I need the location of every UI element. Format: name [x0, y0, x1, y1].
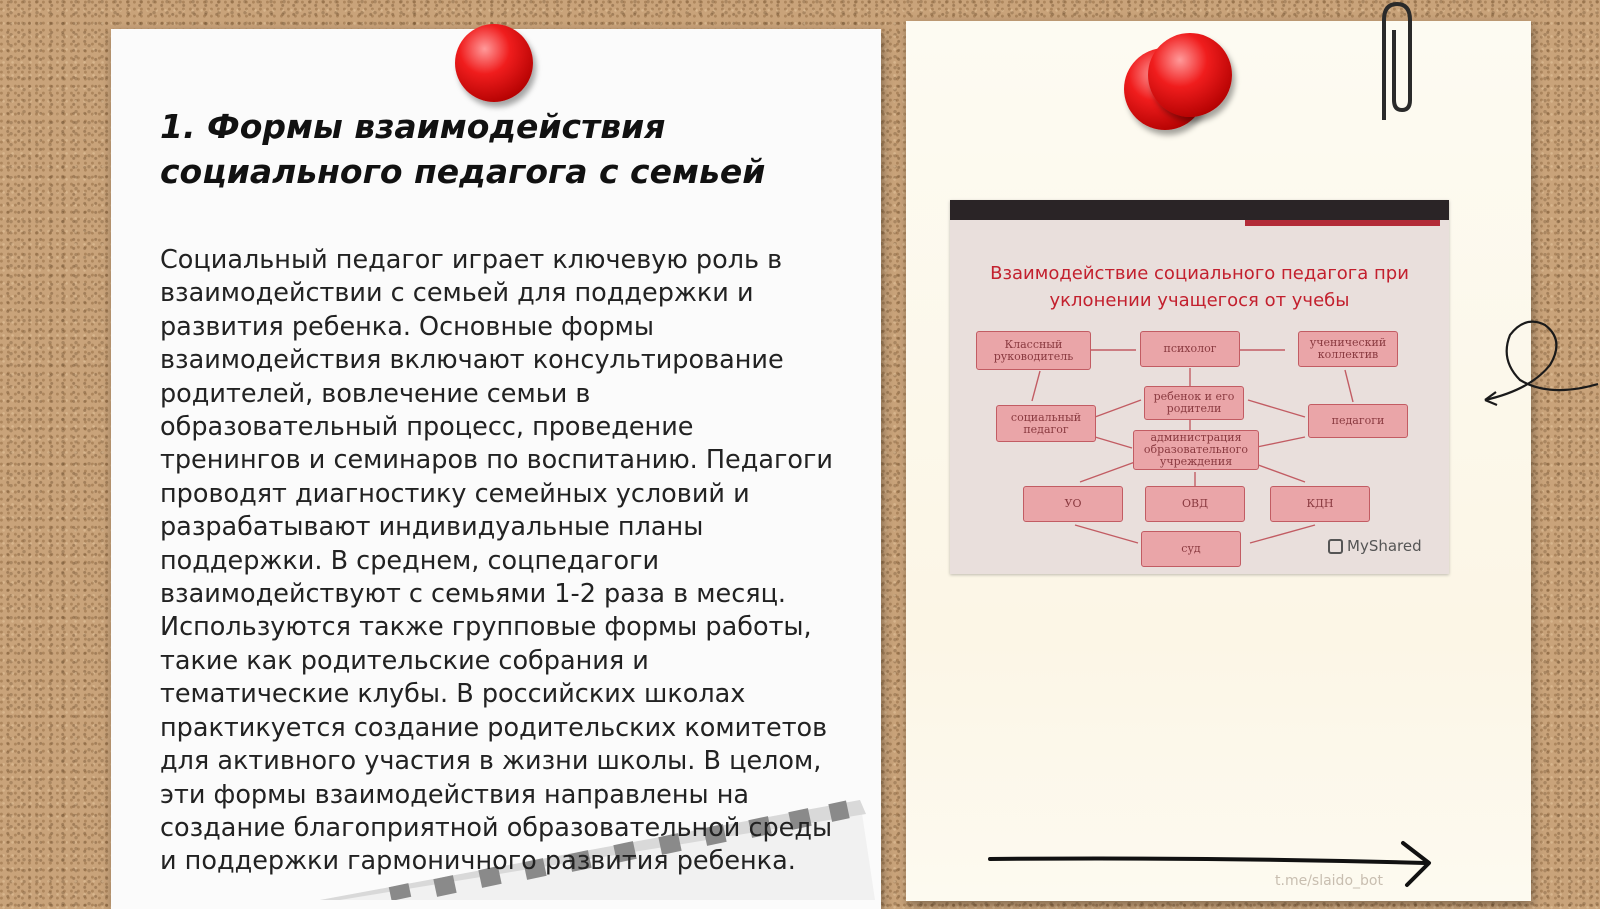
node-psychologist: психолог [1140, 331, 1240, 367]
myshared-watermark [1328, 537, 1422, 555]
myshared-logo-icon [1328, 539, 1343, 554]
node-kdn: КДН [1270, 486, 1370, 522]
watermark-text: MyShared [1347, 537, 1422, 555]
red-pushpin-icon [1148, 33, 1232, 117]
red-pushpin-icon [455, 24, 533, 102]
slide-title: 1. Формы взаимодействия социального педагога с семьей [160, 107, 766, 191]
node-parents: ребенок и его родители [1144, 386, 1244, 420]
slide-body-text: Социальный педагог играет ключевую роль в взаимодействии с семьей для поддержки и развития ребенка. Основные формы взаимодействия включают консультирование родителей, вовлечение семьи в образовательный процесс, проведение тренингов и семинаров по воспитанию. Педагоги проводят диагностику семейных условий и разрабатывают индивидуальные планы поддержки. В среднем, соцпедагоги взаимодействуют с семьями 1-2 раза в месяц. Используются также групповые формы работы, такие как родительские собрания и тематические клубы. В российских школах практикуется создание родительских комитетов для активного участия в жизни школы. В целом, эти формы взаимодействия направлены на создание благоприятной образовательной среды и поддержки гармоничного развития ребенка. [160, 245, 833, 877]
footer-bot-link[interactable]: t.me/slaido_bot [1275, 873, 1383, 889]
node-social-pedagogue: социальный педагог [996, 405, 1096, 442]
paperclip-icon [1372, 0, 1422, 130]
node-student-collective: ученический коллектив [1298, 331, 1398, 367]
node-ovd: ОВД [1145, 486, 1245, 522]
node-teachers: педагоги [1308, 404, 1408, 438]
node-uo: УО [1023, 486, 1123, 522]
diagram-title: Взаимодействие социального педагога при уклонении учащегося от учебы [990, 263, 1409, 311]
loop-arrow-icon [1480, 300, 1600, 410]
node-class-teacher: Классный руководитель [976, 331, 1091, 370]
node-court: суд [1141, 531, 1241, 567]
node-administration: администрация образовательного учреждения [1133, 430, 1259, 470]
embedded-diagram-image [950, 200, 1449, 574]
